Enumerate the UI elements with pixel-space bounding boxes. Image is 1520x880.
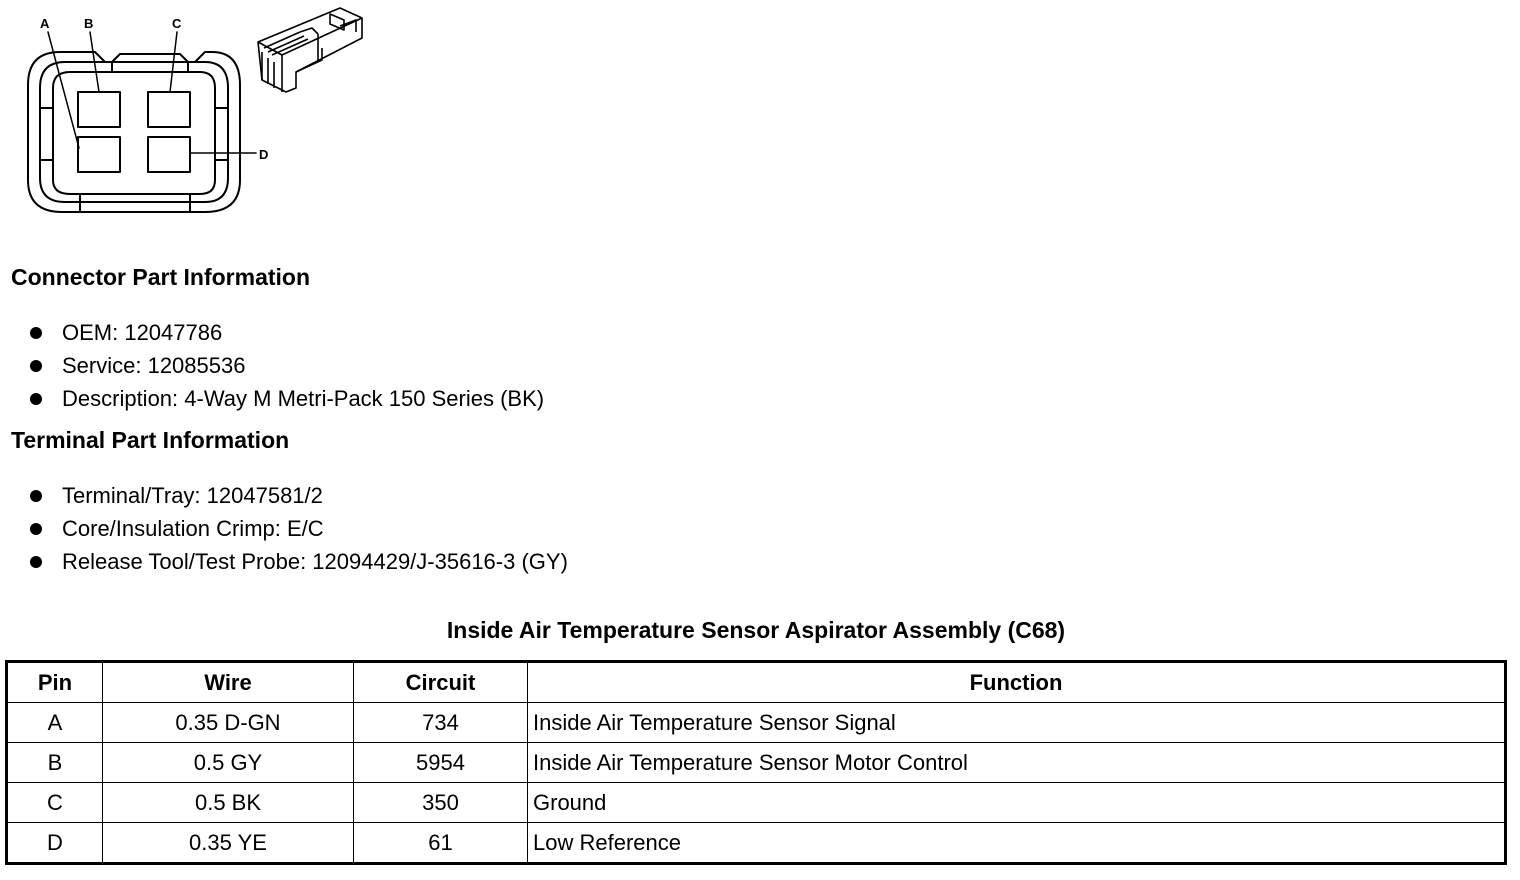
connector-housing-inner (40, 62, 228, 202)
bullet-icon (30, 490, 42, 502)
list-item: Core/Insulation Crimp: E/C (28, 512, 568, 545)
pin-cavity-c (148, 92, 190, 127)
header-function: Function (528, 662, 1506, 703)
cell-pin: C (7, 783, 103, 823)
cell-circuit: 734 (354, 703, 528, 743)
connector-diagram (0, 0, 380, 225)
list-item: Release Tool/Test Probe: 12094429/J-35616-3 (GY) (28, 545, 568, 578)
list-item: Terminal/Tray: 12047581/2 (28, 479, 568, 512)
cell-wire: 0.5 BK (103, 783, 354, 823)
cell-pin: A (7, 703, 103, 743)
header-wire: Wire (103, 662, 354, 703)
table-row (7, 743, 1506, 783)
bullet-icon (30, 393, 42, 405)
connector-info-heading: Connector Part Information (11, 264, 311, 290)
cell-circuit: 5954 (354, 743, 528, 783)
header-circuit: Circuit (354, 662, 528, 703)
bullet-icon (30, 360, 42, 372)
cell-wire: 0.35 YE (103, 823, 354, 864)
list-item: Description: 4-Way M Metri-Pack 150 Series (BK) (28, 382, 544, 415)
list-item: Service: 12085536 (28, 349, 544, 382)
pin-label-a: A (40, 16, 50, 31)
list-item: OEM: 12047786 (28, 316, 544, 349)
cell-function: Inside Air Temperature Sensor Signal (528, 703, 1506, 743)
cell-pin: D (7, 823, 103, 864)
cell-pin: B (7, 743, 103, 783)
cell-function: Inside Air Temperature Sensor Motor Control (528, 743, 1506, 783)
cell-wire: 0.35 D-GN (103, 703, 354, 743)
table-row (7, 783, 1506, 823)
pin-label-d: D (259, 147, 269, 162)
connector-cavity (53, 72, 215, 194)
pin-table (5, 660, 1507, 865)
pin-label-c: C (172, 16, 182, 31)
pin-cavity-a (78, 137, 120, 172)
table-row (7, 823, 1506, 864)
cell-circuit: 350 (354, 783, 528, 823)
cell-wire: 0.5 GY (103, 743, 354, 783)
terminal-info-list (28, 479, 568, 578)
connector-info-list (28, 316, 544, 415)
header-pin: Pin (7, 662, 103, 703)
cell-function: Low Reference (528, 823, 1506, 864)
connector-isometric-icon (258, 8, 362, 92)
bullet-icon (30, 523, 42, 535)
table-title: Inside Air Temperature Sensor Aspirator Assembly (C68) (446, 617, 1066, 643)
terminal-info-heading: Terminal Part Information (11, 427, 290, 453)
cell-circuit: 61 (354, 823, 528, 864)
pin-cavity-b (78, 92, 120, 127)
pin-cavity-d (148, 137, 190, 172)
table-row (7, 703, 1506, 743)
table-header-row (7, 662, 1506, 703)
bullet-icon (30, 327, 42, 339)
pin-label-b: B (84, 16, 94, 31)
cell-function: Ground (528, 783, 1506, 823)
bullet-icon (30, 556, 42, 568)
